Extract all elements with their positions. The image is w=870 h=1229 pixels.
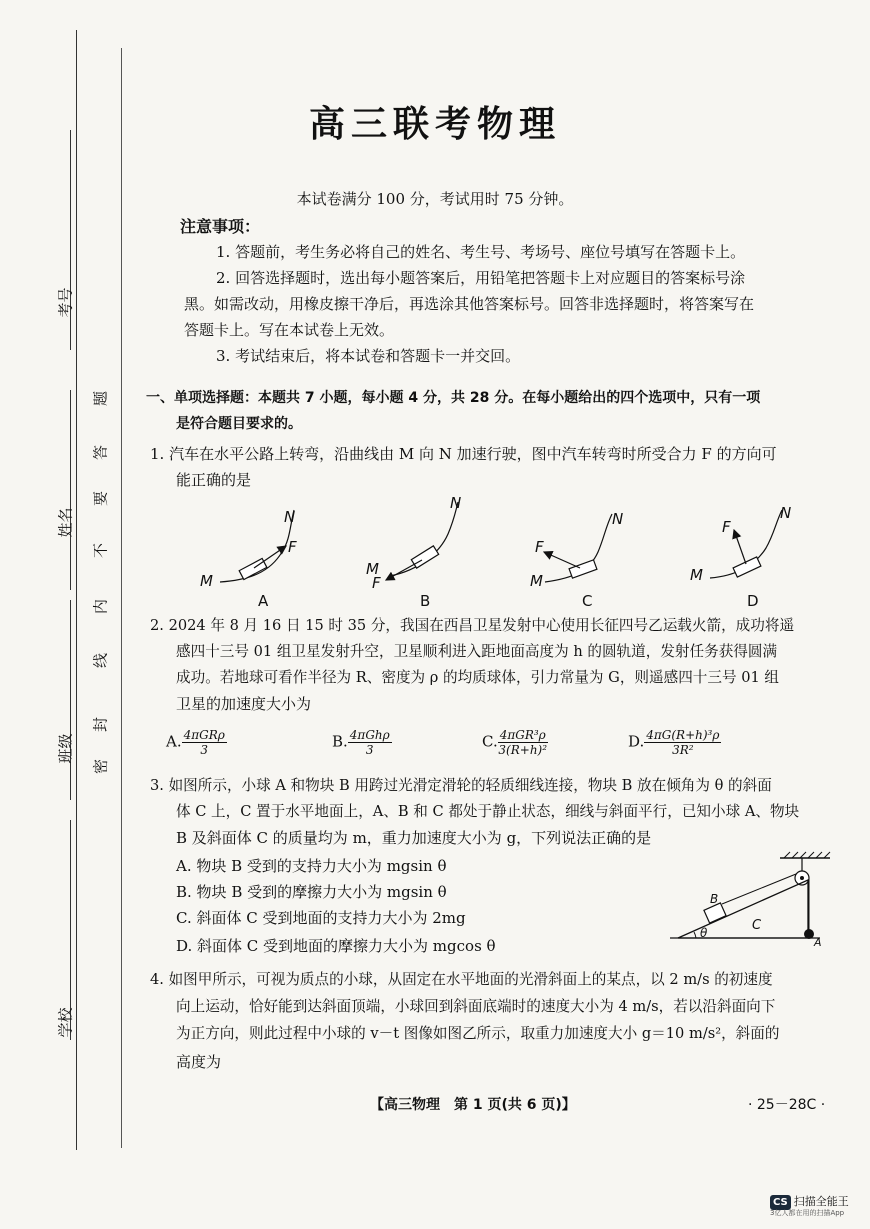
footer-page-info: 【高三物理 第 1 页(共 6 页)】 (370, 1097, 576, 1113)
q1a-label-n: N (284, 508, 296, 526)
footer-code: · 25－28C · (748, 1097, 826, 1113)
question-3-text-cont: B 及斜面体 C 的质量均为 m，重力加速度大小为 g，下列说法正确的是 (176, 829, 652, 847)
notes-line: 3. 考试结束后，将本试卷和答题卡一并交回。 (216, 347, 521, 365)
question-2-text-cont: 卫星的加速度大小为 (176, 695, 312, 713)
q1b-label-n: N (450, 494, 462, 512)
scanner-watermark (770, 1190, 849, 1217)
q1b-label-m: M (366, 560, 379, 578)
q2-option-numerator: 4πGhρ (349, 728, 390, 742)
question-3-text: 3. 如图所示，小球 A 和物块 B 用跨过光滑定滑轮的轻质细线连接，物块 B 放在倾角为 θ 的斜面 (150, 777, 772, 794)
q1d-label-n: N (780, 504, 792, 522)
q2-option-numerator: 4πGRρ (183, 728, 225, 742)
q2-option-d (628, 728, 721, 757)
scanner-logo-icon: CS (770, 1195, 791, 1210)
q1-option-d: D (747, 592, 759, 610)
seal-char: 不 (91, 543, 110, 559)
q3-option-d: D. 斜面体 C 受到地面的摩擦力大小为 mgcos θ (176, 937, 496, 955)
q3-option-a: A. 物块 B 受到的支持力大小为 mgsin θ (176, 857, 447, 875)
name-label: 姓名 (56, 507, 75, 538)
q1d-label-m: M (690, 566, 703, 584)
q2-option-letter: C. (482, 732, 498, 751)
question-2-text-cont: 感四十三号 01 组卫星发射升空，卫星顺利进入距地面高度为 h 的圆轨道，发射任务获得圆满 (176, 643, 778, 660)
question-2-text: 2. 2024 年 8 月 16 日 15 时 35 分，我国在西昌卫星发射中心使用长征四号乙运载火箭，成功将遥 (150, 617, 795, 634)
notes-heading: 注意事项： (180, 217, 261, 236)
q2-option-letter: D. (628, 732, 645, 751)
seal-char: 封 (91, 717, 110, 733)
q1c-label-n: N (612, 510, 624, 528)
q2-option-denominator: 3R² (672, 743, 694, 757)
q3-label-b: B (710, 892, 719, 906)
notes-line: 2. 回答选择题时，选出每小题答案后，用铅笔把答题卡上对应题目的答案标号涂 (216, 269, 746, 287)
q3-label-c: C (752, 918, 762, 933)
q1b-label-f: F (372, 574, 381, 592)
question-1-text: 1. 汽车在水平公路上转弯，沿曲线由 M 向 N 加速行驶，图中汽车转弯时所受合力 F 的方向可 (150, 445, 777, 463)
seal-char: 要 (91, 491, 110, 507)
notes-line: 答题卡上。写在本试卷上无效。 (184, 321, 395, 339)
q1-option-c: C (582, 592, 593, 610)
q3-label-theta: θ (700, 926, 708, 940)
question-4-text: 4. 如图甲所示，可视为质点的小球，从固定在水平地面的光滑斜面上的某点，以 2 m/s 的初速度 (150, 971, 773, 988)
seal-char: 密 (91, 759, 110, 775)
seal-char: 内 (91, 599, 110, 615)
q1-option-a: A (258, 592, 269, 610)
section-heading: 一、单项选择题：本题共 7 小题，每小题 4 分，共 28 分。在每小题给出的四个选项中，只有一项 (146, 390, 761, 406)
q2-option-numerator: 4πG(R+h)³ρ (646, 728, 720, 742)
section-heading-cont: 是符合题目要求的。 (176, 416, 302, 432)
q2-option-b (332, 728, 392, 757)
question-2-text-cont: 成功。若地球可看作半径为 R、密度为 ρ 的均质球体，引力常量为 G，则遥感四十三号 01 组 (176, 669, 780, 686)
name-underline (70, 390, 71, 590)
notes-line: 黑。如需改动，用橡皮擦干净后，再选涂其他答案标号。回答非选择题时，将答案写在 (184, 295, 755, 313)
exam-info: 本试卷满分 100 分，考试用时 75 分钟。 (296, 190, 574, 208)
q1a-label-m: M (200, 572, 213, 590)
q2-option-denominator: 3 (365, 743, 374, 757)
school-label: 学校 (56, 1007, 75, 1038)
q2-option-letter: A. (166, 732, 182, 751)
q2-option-c (482, 728, 548, 757)
seal-char: 答 (91, 445, 110, 461)
q2-option-denominator: 3(R+h)² (498, 743, 548, 757)
question-4-text-cont: 为正方向，则此过程中小球的 v－t 图像如图乙所示，取重力加速度大小 g＝10 m/s²，斜面的 (176, 1025, 780, 1042)
q2-option-letter: B. (332, 732, 348, 751)
q2-option-a (166, 728, 227, 757)
question-3-text-cont: 体 C 上，C 置于水平地面上，A、B 和 C 都处于静止状态，细线与斜面平行，已知小球 A、物块 (176, 803, 800, 820)
class-label: 班级 (56, 733, 75, 764)
question-1-text-cont: 能正确的是 (176, 471, 252, 489)
q3-option-b: B. 物块 B 受到的摩擦力大小为 mgsin θ (176, 883, 447, 901)
scanner-tagline: 3亿人都在用的扫描App (770, 1209, 845, 1217)
q1c-label-m: M (530, 572, 543, 590)
class-underline (70, 600, 71, 800)
page-title: 高三联考物理 (308, 104, 561, 145)
seal-char: 题 (91, 391, 110, 407)
notes-line: 1. 答题前，考生务必将自己的姓名、考生号、考场号、座位号填写在答题卡上。 (216, 243, 746, 261)
q3-option-c: C. 斜面体 C 受到地面的支持力大小为 2mg (176, 909, 466, 927)
q3-label-a: A (814, 936, 822, 949)
q1a-label-f: F (288, 538, 297, 556)
q1c-label-f: F (535, 538, 544, 556)
exam-no-label: 考号 (56, 287, 75, 318)
q1d-label-f: F (722, 518, 731, 536)
q2-option-denominator: 3 (200, 743, 209, 757)
q1-option-b: B (420, 592, 431, 610)
question-4-text-cont: 高度为 (176, 1053, 222, 1071)
scanner-name: 扫描全能王 (793, 1195, 849, 1208)
seal-char: 线 (91, 653, 110, 669)
q2-option-numerator: 4πGR³ρ (499, 728, 546, 742)
question-4-text-cont: 向上运动，恰好能到达斜面顶端，小球回到斜面底端时的速度大小为 4 m/s，若以沿斜面向下 (176, 998, 776, 1015)
binding-line-right (121, 48, 122, 1148)
